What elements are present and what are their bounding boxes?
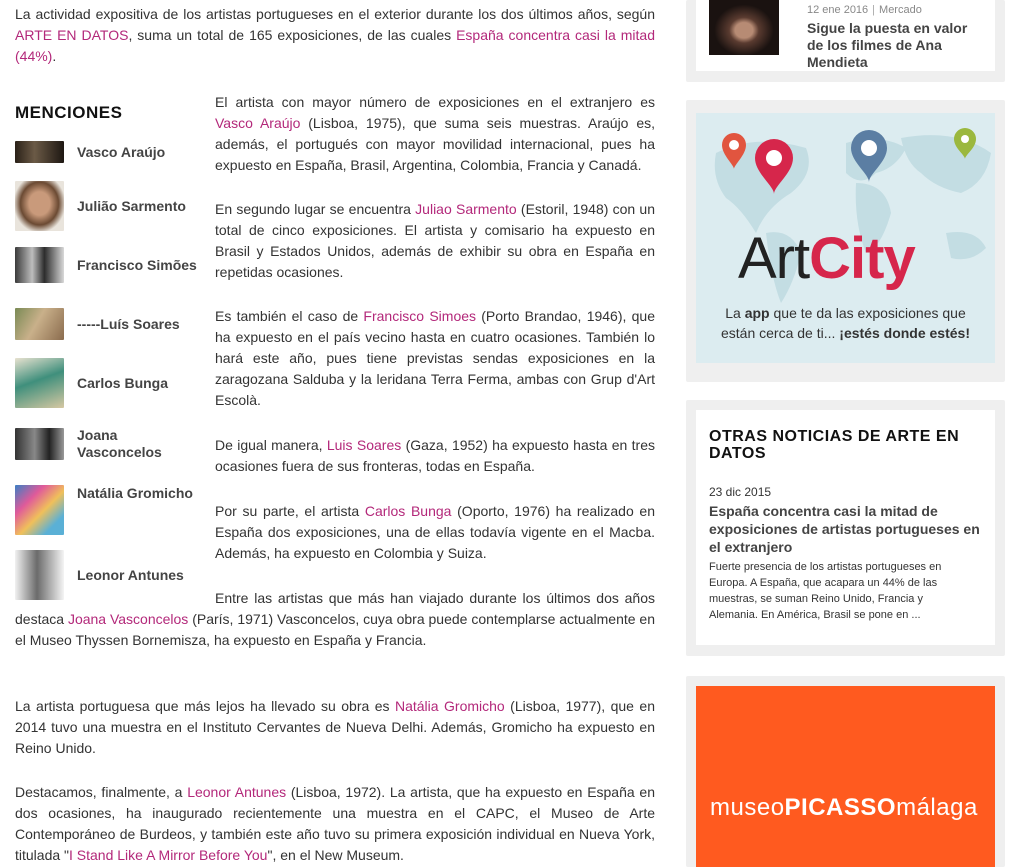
lead-text: , suma un total de 165 exposiciones, de las cuales [128, 27, 457, 43]
menciones-heading: MENCIONES [15, 103, 123, 122]
mention-name[interactable]: Carlos Bunga [77, 374, 169, 391]
mention-thumbnail [15, 485, 64, 535]
museo-picasso-banner[interactable] [696, 686, 995, 867]
artcity-ad-card [686, 100, 1005, 382]
article-paragraph: Entre las artistas que más han viajado durante los últimos dos años destaca Joana Vasconcelos (París, 1971) Vasconcelos, cuya obra puede contemplarse actualmente en el Museo Thyssen Bornemisza, ha expuesto en España y Francia. [15, 590, 655, 648]
mention-thumbnail [15, 141, 64, 163]
museo-picasso-logo: museoPICASSOmálaga [710, 794, 978, 821]
mention-thumbnail [15, 181, 64, 231]
sidebar-news-card [686, 0, 1005, 82]
news-card-inner[interactable] [696, 0, 995, 71]
link-artist[interactable]: Leonor Antunes [187, 784, 287, 800]
article-paragraph: El artista con mayor número de exposiciones en el extranjero es Vasco Araújo (Lisboa, 1975), que suma seis muestras. Araújo es, además, el portugués con mayor movilidad internacional, pues ha expuesto en España, Brasil, Argentina, Colombia, Francia y Canadá. [215, 94, 655, 173]
mention-item[interactable] [15, 247, 202, 283]
mention-item[interactable] [15, 181, 202, 231]
link-artist[interactable]: Joana Vasconcelos [67, 611, 189, 627]
mention-name[interactable]: Vasco Araújo [77, 143, 166, 160]
otras-headline[interactable]: España concentra casi la mitad de exposiciones de artistas portugueses en el extranjero [709, 503, 980, 555]
artcity-tagline: La app que te da las exposiciones que están cerca de ti... ¡estés donde estés! [720, 305, 970, 341]
otras-noticias-heading: OTRAS NOTICIAS DE ARTE EN DATOS [709, 428, 960, 462]
article-paragraph: La artista portuguesa que más lejos ha llevado su obra es Natália Gromicho (Lisboa, 1977), que en 2014 tuvo una muestra en el Instituto Cervantes de Nueva Delhi. Además, Gromicho ha expuesto en Reino Unido. [15, 698, 656, 756]
lead-paragraph [15, 4, 655, 67]
news-date: 12 ene 2016 [807, 4, 869, 16]
news-category[interactable]: Mercado [879, 4, 922, 16]
artcity-logo: ArtCity [738, 226, 915, 291]
news-title[interactable]: Sigue la puesta en valor de los filmes de Ana Mendieta [807, 20, 968, 70]
link-artist[interactable]: Francisco Simoes [363, 308, 477, 324]
news-thumbnail[interactable] [709, 0, 779, 55]
link-artist[interactable]: Natália Gromicho [394, 698, 505, 714]
mention-name[interactable]: Julião Sarmento [77, 197, 186, 214]
news-meta: 12 ene 2016 | Mercado [807, 4, 922, 16]
link-exhibition[interactable]: I Stand Like A Mirror Before You [69, 847, 268, 863]
article-paragraph: Por su parte, el artista Carlos Bunga (Oporto, 1976) ha realizado en España dos exposiciones, una de ellas todavía vigente en el Macba. Además, ha expuesto en Colombia y Suiza. [215, 503, 655, 561]
mention-item[interactable] [15, 485, 202, 535]
otras-noticias-inner [696, 410, 995, 645]
mention-thumbnail [15, 428, 64, 460]
lead-text: . [52, 48, 57, 64]
link-artist[interactable]: Vasco Araújo [215, 115, 301, 131]
mention-item[interactable] [15, 141, 202, 163]
mention-name[interactable]: Natália Gromicho [77, 485, 193, 501]
otras-excerpt: Fuerte presencia de los artistas portugueses en Europa. A España, que acapara un 44% de las muestras, se suman Reino Unido, Francia y Alemania. En América, Brasil se pone en ... [709, 561, 942, 621]
mention-name[interactable]: Francisco Simões [77, 256, 197, 273]
link-arte-en-datos[interactable]: ARTE EN DATOS [15, 27, 129, 43]
museo-picasso-ad-card [686, 676, 1005, 867]
article-paragraph: En segundo lugar se encuentra Juliao Sarmento (Estoril, 1948) con un total de cinco exposiciones. El artista y comisario ha expuesto en Brasil y Estados Unidos, además de exhibir su obra en España en repetidas ocasiones. [215, 201, 655, 280]
link-artist[interactable]: Luis Soares [326, 437, 402, 453]
lead-text: La actividad expositiva de los artistas portugueses en el exterior durante los dos últimos años, según [15, 6, 655, 22]
article-paragraph: Destacamos, finalmente, a Leonor Antunes (Lisboa, 1972). La artista, que ha expuesto en España en dos ocasiones, ha inaugurado recientemente una muestra en el CAPC, el Museo de Arte Contemporáneo de Burdeos, y también este año tuvo su primera exposición individual en Nueva York, titulada "I Stand Like A Mirror Before You", en el New Museum. [15, 784, 655, 863]
mention-name[interactable]: -----Luís Soares [77, 315, 180, 332]
mention-thumbnail [15, 247, 64, 283]
otras-date: 23 dic 2015 [709, 485, 772, 499]
link-artist[interactable]: Carlos Bunga [364, 503, 452, 519]
link-espana-concentra[interactable]: España concentra casi la mitad (44%) [15, 27, 656, 64]
artcity-banner[interactable] [696, 113, 995, 363]
mention-thumbnail [15, 308, 64, 340]
otras-noticias-card [686, 400, 1005, 656]
mention-item[interactable] [15, 427, 202, 461]
mention-name[interactable]: Joana Vasconcelos [77, 427, 162, 460]
link-artist[interactable]: Juliao Sarmento [415, 201, 517, 217]
mention-thumbnail [15, 358, 64, 408]
mention-name[interactable]: Leonor Antunes [77, 566, 184, 583]
mention-item[interactable] [15, 308, 202, 340]
article-paragraph: Es también el caso de Francisco Simoes (Porto Brandao, 1946), que ha expuesto en el país vecino hasta en cuatro ocasiones. También lo hará este año, pues tiene previstas sendas exposiciones en la zaragozana Salduba y la leridana Terra Ferma, ambas con Grup d'Art Escolà. [215, 308, 655, 408]
menciones-list [15, 103, 200, 135]
mention-item[interactable] [15, 358, 202, 408]
article-paragraph: De igual manera, Luis Soares (Gaza, 1952) ha expuesto hasta en tres ocasiones fuera de sus fronteras, todas en España. [215, 437, 655, 474]
